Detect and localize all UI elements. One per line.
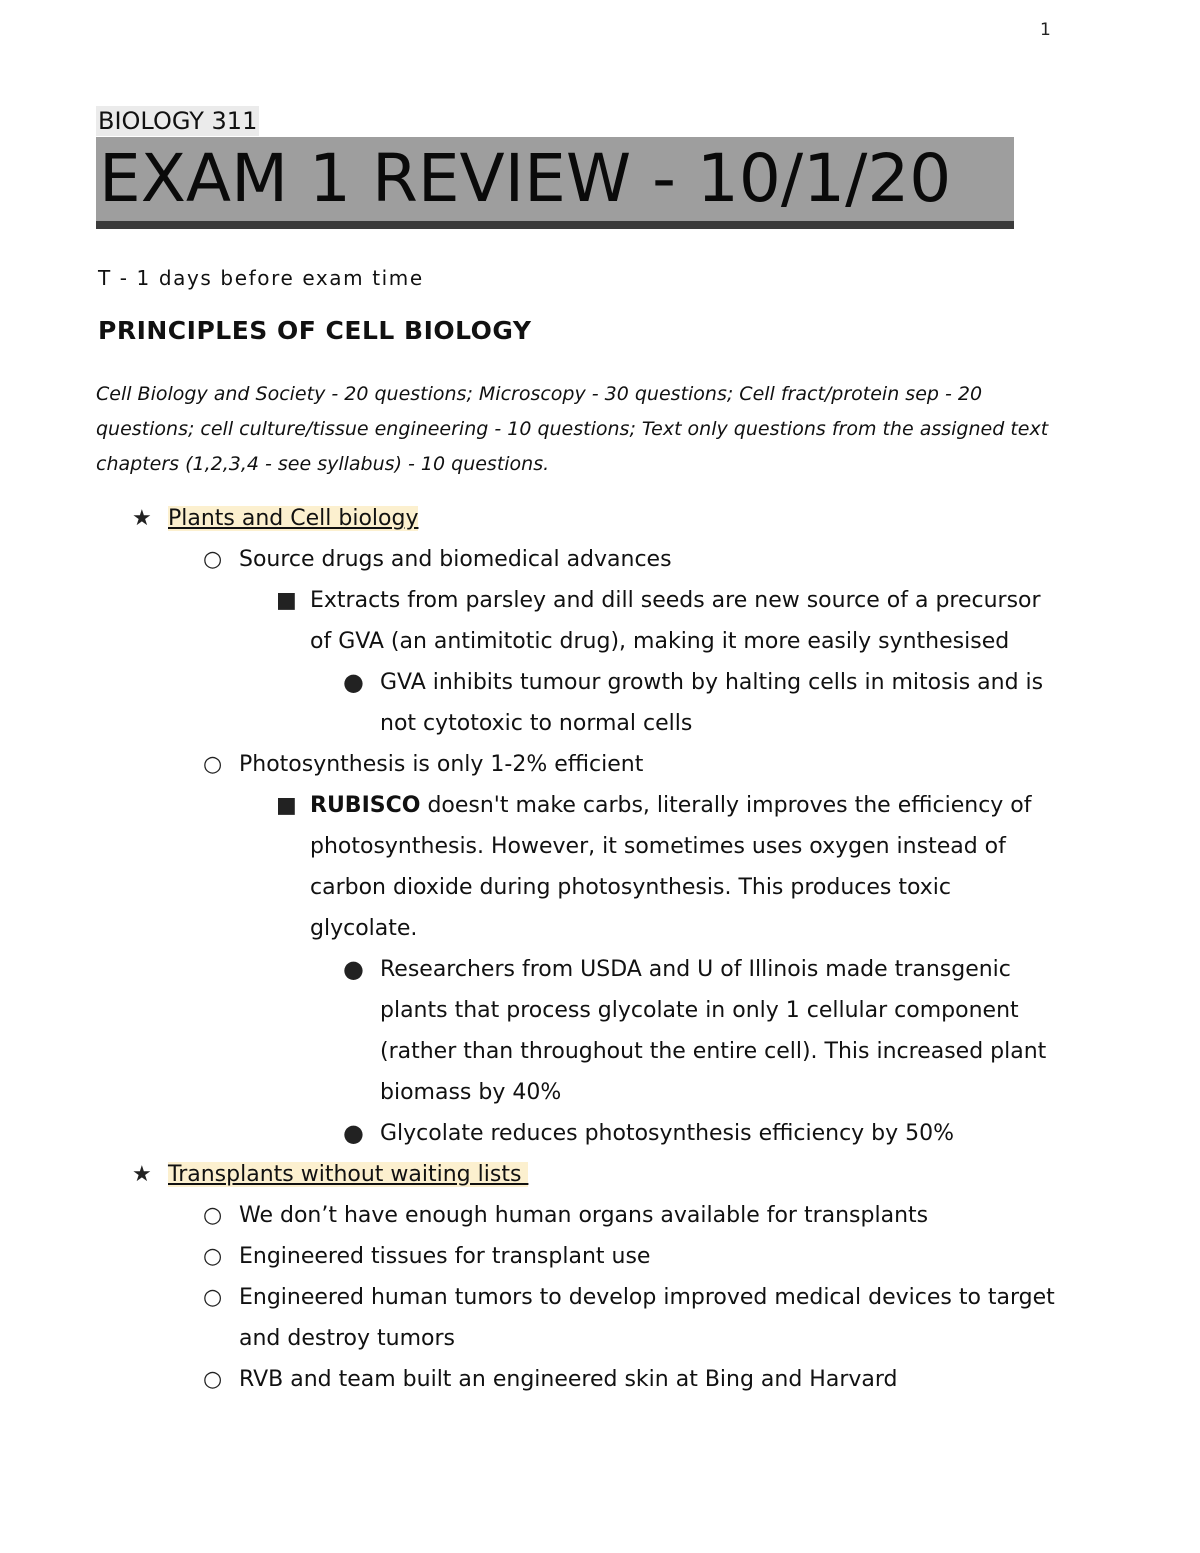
circle-bullet-icon: ○ — [203, 1285, 223, 1310]
list-item-text: We don’t have enough human organs available for transplants — [239, 1203, 929, 1228]
list-item — [0, 1113, 1058, 1154]
list-item-text: RVB and team built an engineered skin at Bing and Harvard — [239, 1367, 898, 1392]
star-bullet-icon: ★ — [132, 506, 152, 531]
topic-heading: Plants and Cell biology — [168, 506, 419, 531]
list-item-text: Engineered tissues for transplant use — [239, 1244, 651, 1269]
square-bullet-icon: ■ — [276, 588, 297, 613]
list-item — [0, 498, 1058, 539]
circle-bullet-icon: ○ — [203, 1367, 223, 1392]
topic-heading: Transplants without waiting lists — [168, 1162, 529, 1187]
list-item-text: Source drugs and biomedical advances — [239, 547, 672, 572]
square-bullet-icon: ■ — [276, 793, 297, 818]
circle-bullet-icon: ○ — [203, 1244, 223, 1269]
list-item — [0, 539, 1058, 580]
dot-bullet-icon: ● — [343, 955, 364, 983]
dot-bullet-icon: ● — [343, 668, 364, 696]
dot-bullet-icon: ● — [343, 1119, 364, 1147]
list-item-text: Photosynthesis is only 1-2% efficient — [239, 752, 644, 777]
course-label: BIOLOGY 311 — [98, 107, 258, 135]
rubisco-term: RUBISCO — [310, 793, 421, 818]
page-number: 1 — [1040, 20, 1051, 40]
review-outline — [0, 498, 1200, 1400]
list-item — [0, 1195, 1058, 1236]
list-item — [0, 1154, 1058, 1195]
list-item — [0, 1277, 1058, 1359]
page-title: EXAM 1 REVIEW - 10/1/20 — [99, 140, 952, 217]
list-item — [0, 1359, 1058, 1400]
list-item-text: Extracts from parsley and dill seeds are new source of a precursor of GVA (an antimitotic drug), making it more easily synthesised — [310, 588, 1041, 654]
list-item — [0, 580, 1058, 662]
list-item-text: Glycolate reduces photosynthesis efficiency by 50% — [380, 1121, 955, 1146]
circle-bullet-icon: ○ — [203, 1203, 223, 1228]
list-item — [0, 1236, 1058, 1277]
list-item — [0, 785, 1058, 949]
list-item-text: GVA inhibits tumour growth by halting cells in mitosis and is not cytotoxic to normal cells — [380, 670, 1044, 736]
circle-bullet-icon: ○ — [203, 752, 223, 777]
star-bullet-icon: ★ — [132, 1162, 152, 1187]
circle-bullet-icon: ○ — [203, 547, 223, 572]
list-item-text: Engineered human tumors to develop improved medical devices to target and destroy tumors — [239, 1285, 1055, 1351]
exam-countdown: T - 1 days before exam time — [98, 266, 424, 290]
list-item-text: doesn't make carbs, literally improves the efficiency of photosynthesis. However, it sometimes uses oxygen instead of carbon dioxide during photosynthesis. This produces toxic glycolate. — [310, 793, 1032, 941]
list-item — [0, 744, 1058, 785]
list-item — [0, 949, 1058, 1113]
list-item-text: Researchers from USDA and U of Illinois made transgenic plants that process glycolate in only 1 cellular component (rather than throughout the entire cell). This increased plant biomass by 40% — [380, 957, 1047, 1105]
section-intro: Cell Biology and Society - 20 questions; Microscopy - 30 questions; Cell fract/protein sep - 20 questions; cell culture/tissue engineering - 10 questions; Text only questions from the assigned text chapters (1,2,3,4 - see syllabus) - 10 questions. — [96, 383, 1049, 475]
list-item — [0, 662, 1058, 744]
section-heading: PRINCIPLES OF CELL BIOLOGY — [98, 316, 532, 345]
